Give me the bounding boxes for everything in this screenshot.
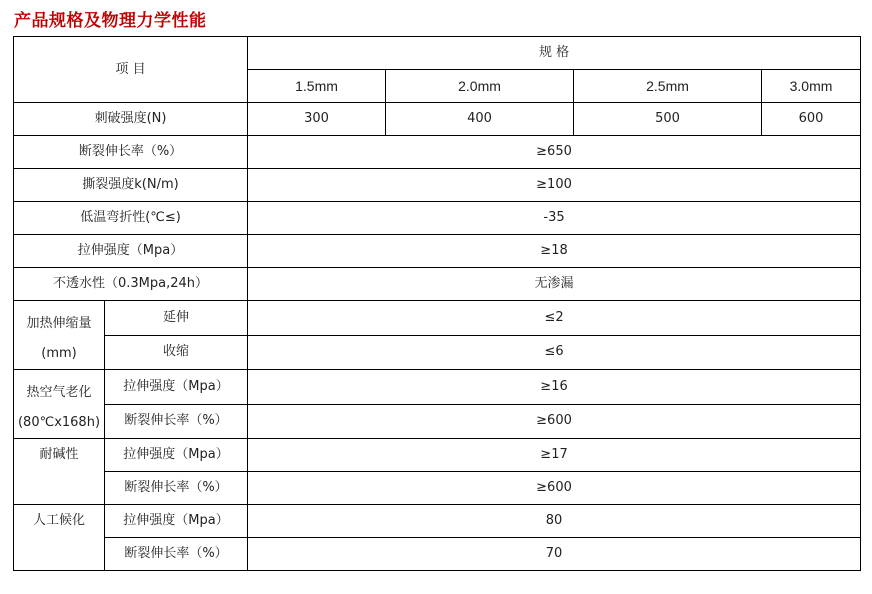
row-value: ≥600: [248, 472, 861, 505]
row-value: ≥16: [248, 370, 861, 405]
row-value: ≥100: [248, 169, 861, 202]
group-label: 人工候化: [14, 505, 105, 571]
row-label: 拉伸强度（Mpa）: [105, 505, 248, 538]
row-label: 断裂伸长率（%）: [105, 472, 248, 505]
row-value: 300: [248, 103, 386, 136]
item-header: 项 目: [14, 37, 248, 103]
table-row: [14, 538, 861, 571]
table-row: [14, 370, 861, 405]
row-label: 断裂伸长率（%）: [105, 538, 248, 571]
row-label: 拉伸强度（Mpa）: [105, 439, 248, 472]
row-value: 70: [248, 538, 861, 571]
size-cell: 2.0mm: [386, 70, 574, 103]
group-label: 热空气老化(80℃x168h): [14, 370, 105, 439]
row-label: 断裂伸长率（%）: [14, 136, 248, 169]
row-value: ≥18: [248, 235, 861, 268]
row-value: 80: [248, 505, 861, 538]
row-value: ≥17: [248, 439, 861, 472]
row-value: ≤2: [248, 301, 861, 336]
row-value: 600: [762, 103, 861, 136]
header-row: [14, 37, 861, 70]
table-row: [14, 169, 861, 202]
size-cell: 1.5mm: [248, 70, 386, 103]
row-value: 500: [574, 103, 762, 136]
table-row: [14, 404, 861, 439]
row-label: 断裂伸长率（%）: [105, 404, 248, 439]
size-cell: 2.5mm: [574, 70, 762, 103]
row-value: -35: [248, 202, 861, 235]
table-row: [14, 202, 861, 235]
row-value: ≥600: [248, 404, 861, 439]
row-label: 刺破强度(N): [14, 103, 248, 136]
size-cell: 3.0mm: [762, 70, 861, 103]
group-label: 加热伸缩量(mm): [14, 301, 105, 370]
table-row: [14, 103, 861, 136]
table-row: [14, 505, 861, 538]
row-label: 拉伸强度（Mpa）: [105, 370, 248, 405]
table-row: [14, 301, 861, 336]
row-label: 延伸: [105, 301, 248, 336]
row-label: 收缩: [105, 335, 248, 370]
table-row: [14, 235, 861, 268]
row-label: 撕裂强度k(N/m): [14, 169, 248, 202]
row-value: ≤6: [248, 335, 861, 370]
row-value: 400: [386, 103, 574, 136]
row-label: 低温弯折性(℃≤): [14, 202, 248, 235]
table-row: [14, 439, 861, 472]
table-row: [14, 472, 861, 505]
row-value: 无渗漏: [248, 268, 861, 301]
spec-table: [13, 36, 861, 571]
table-row: [14, 136, 861, 169]
table-row: [14, 268, 861, 301]
table-row: [14, 335, 861, 370]
row-label: 不透水性（0.3Mpa,24h）: [14, 268, 248, 301]
row-label: 拉伸强度（Mpa）: [14, 235, 248, 268]
spec-header: 规 格: [248, 37, 861, 70]
row-value: ≥650: [248, 136, 861, 169]
group-label: 耐碱性: [14, 439, 105, 505]
page-title: 产品规格及物理力学性能: [14, 11, 207, 31]
